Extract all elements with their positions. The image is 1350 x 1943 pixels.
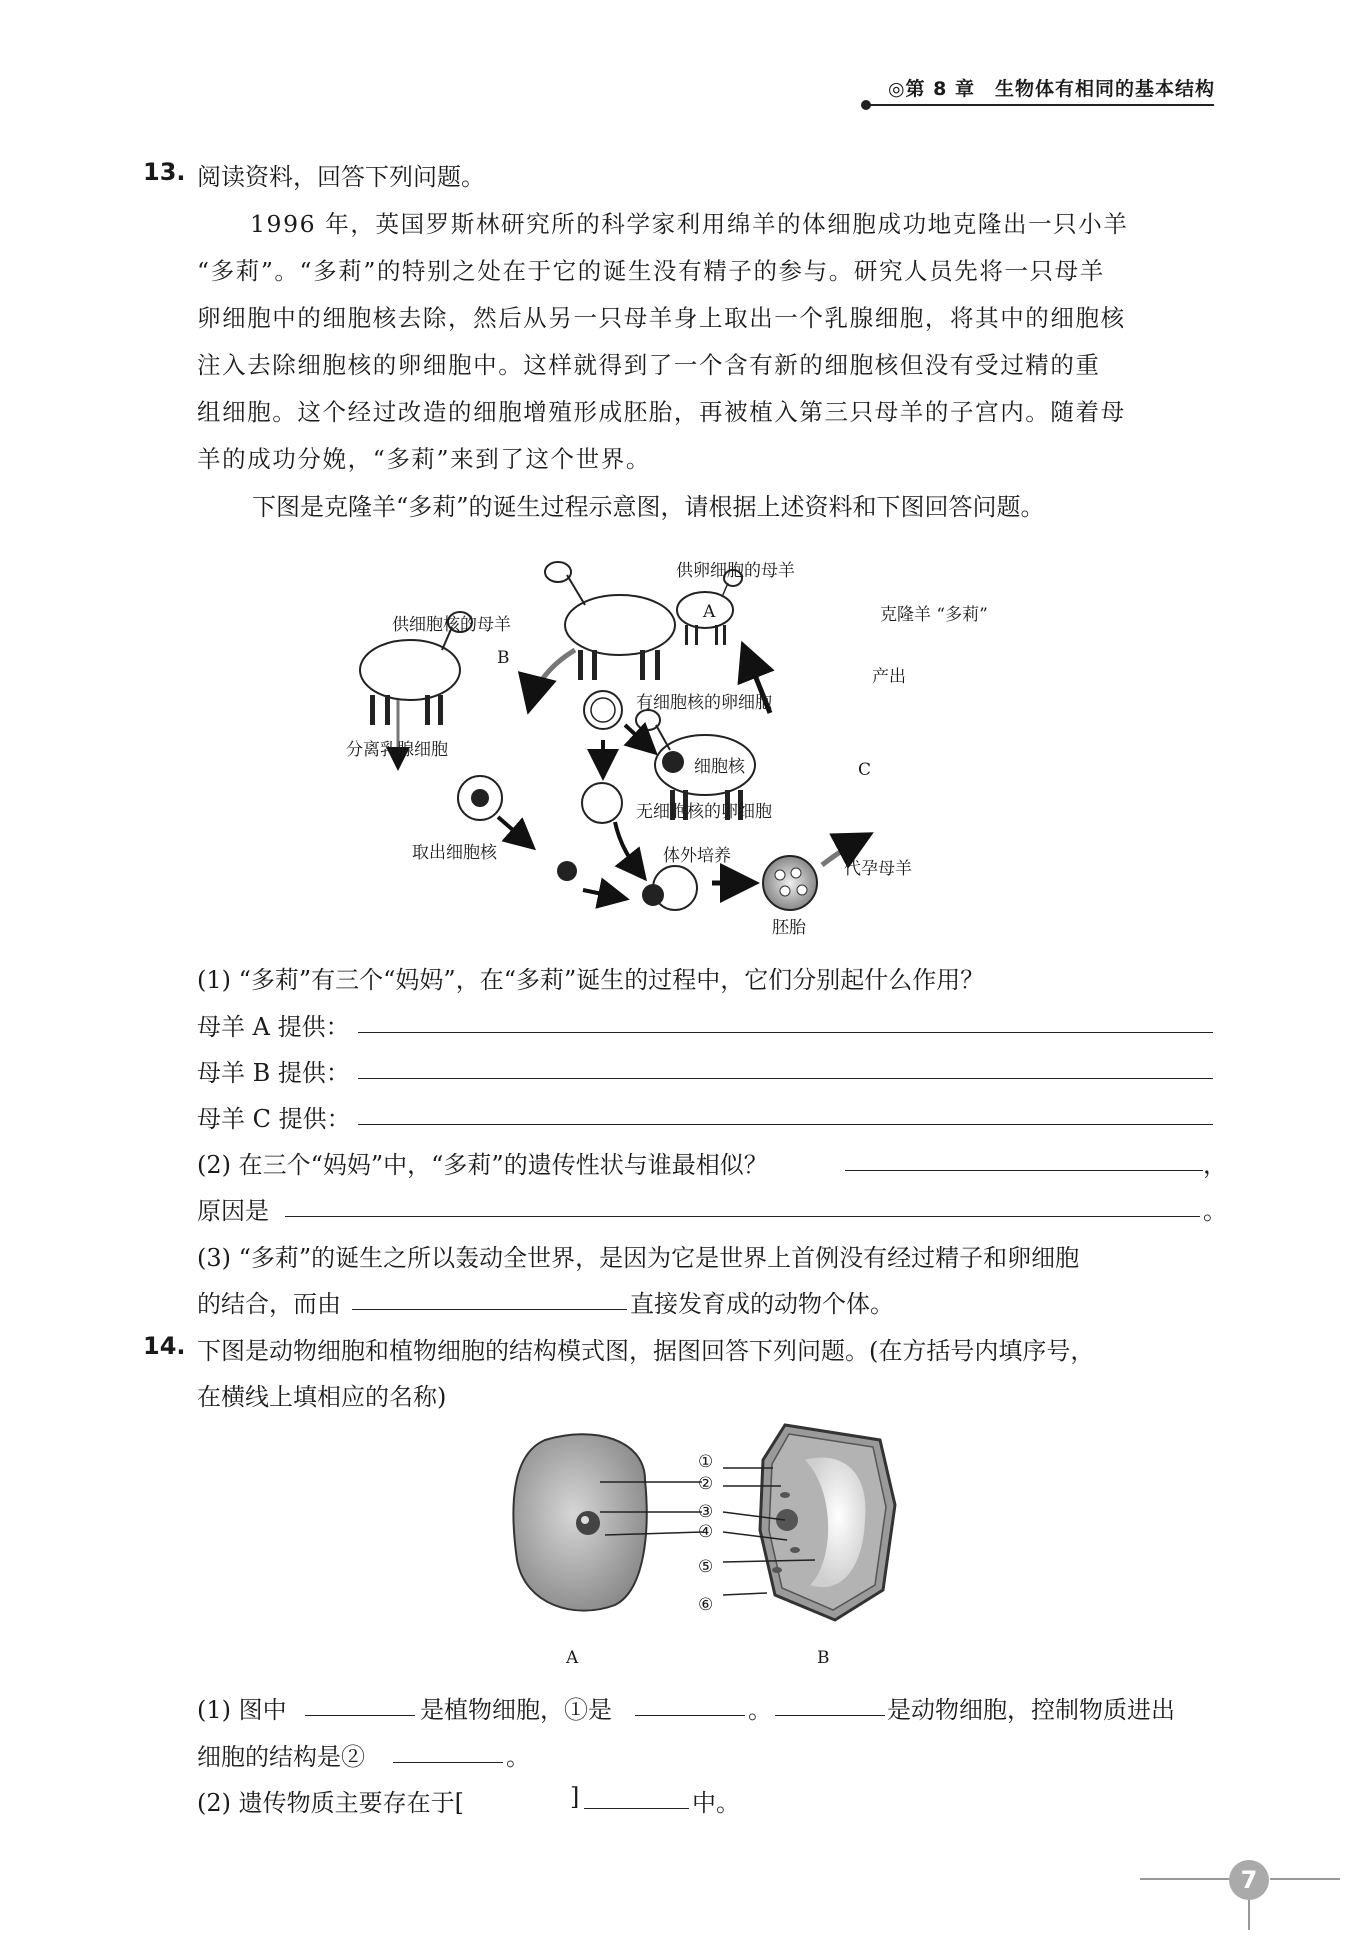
q14-s1-e: 细胞的结构是② [197,1743,365,1771]
passage-line-6: 羊的成功分娩，“多莉”来到了这个世界。 [197,445,651,473]
label-egg-without-nucleus: 无细胞核的卵细胞 [636,802,772,822]
q14-s2-b: ] [570,1783,580,1811]
question-13-prompt: 阅读资料，回答下列问题。 [197,163,485,191]
q13-sub1: (1) “多莉”有三个“妈妈”，在“多莉”诞生的过程中，它们分别起什么作用？ [197,966,985,994]
q13-sub2: (2) 在三个“妈妈”中，“多莉”的遗传性状与谁最相似？ [197,1151,768,1179]
question-14-prompt-line1: 下图是动物细胞和植物细胞的结构模式图，据图回答下列问题。(在方括号内填序号， [197,1337,1095,1365]
q13-reason-end: 。 [1203,1197,1227,1225]
cell-label-b: B [817,1648,830,1668]
answer-blank-c[interactable] [358,1102,1213,1125]
extracted-nucleus-icon [557,861,577,881]
answer-blank-marker2[interactable] [393,1740,503,1763]
cell-label-a: A [566,1648,579,1668]
answer-blank-a[interactable] [358,1010,1213,1033]
passage-line-4: 注入去除细胞核的卵细胞中。这样就得到了一个含有新的细胞核但没有受过精的重 [197,351,1101,379]
label-nucleus: 细胞核 [694,757,745,777]
q14-s1-f: 。 [506,1743,530,1771]
animal-nucleus-icon [576,1511,600,1535]
marker-4: ④ [698,1522,714,1542]
q13-b-label: 母羊 B 提供： [197,1059,350,1087]
answer-blank-b[interactable] [358,1056,1213,1079]
passage-line-5: 组细胞。这个经过改造的细胞增殖形成胚胎，再被植入第三只母羊的子宫内。随着母 [197,398,1126,426]
arrow-fuse [615,822,642,875]
q13-c-label: 母羊 C 提供： [197,1105,351,1133]
label-embryo: 胚胎 [772,918,806,938]
q14-s2-c: 中。 [692,1789,740,1817]
answer-blank-marker1[interactable] [635,1693,745,1716]
diagram-intro: 下图是克隆羊“多莉”的诞生过程示意图，请根据上述资料和下图回答问题。 [252,493,1045,521]
page-number: 7 [1229,1860,1269,1900]
answer-blank-similar[interactable] [845,1148,1203,1171]
egg-without-nucleus-icon [582,783,622,823]
chapter-header: ◎第 8 章 生物体有相同的基本结构 [887,78,1215,100]
q14-s1-d: 是动物细胞，控制物质进出 [887,1696,1175,1724]
answer-blank-genetic[interactable] [584,1786,689,1809]
passage-line-3: 卵细胞中的细胞核去除，然后从另一只母羊身上取出一个乳腺细胞，将其中的细胞核 [197,304,1126,332]
page-rule-right [1270,1878,1340,1880]
answer-blank-reason[interactable] [285,1194,1200,1217]
label-nucleus-donor: 供细胞核的母羊 [392,615,511,635]
sheep-a-icon [545,562,675,680]
embryo-icon [763,856,817,910]
page-tick [1248,1900,1250,1930]
question-13-number: 13. [143,158,186,186]
question-14-prompt-line2: 在横线上填相应的名称) [197,1383,447,1411]
arrow-take-nucleus [498,817,530,845]
q13-sub3-line1: (3) “多莉”的诞生之所以轰动全世界，是因为它是世界上首例没有经过精子和卵细胞 [197,1244,1080,1272]
label-separate-cell: 分离乳腺细胞 [346,740,448,760]
q14-s1-b: 是植物细胞，①是 [420,1696,612,1724]
marker-3: ③ [698,1502,714,1522]
label-egg-donor: 供卵细胞的母羊 [676,561,795,581]
cell-diagram [505,1420,925,1650]
arrow-egg-extract [530,650,575,705]
label-produce: 产出 [872,667,906,687]
label-clone: 克隆羊 “多莉” [880,605,988,625]
label-sheep-a: A [703,602,716,622]
label-sheep-b: B [497,648,510,668]
answer-blank-origin[interactable] [352,1287,627,1310]
q13-sub2-comma: ， [1203,1151,1227,1179]
q14-s2-a: (2) 遗传物质主要存在于[ [197,1789,464,1817]
label-egg-with-nucleus: 有细胞核的卵细胞 [636,693,772,713]
label-take-nucleus: 取出细胞核 [412,843,497,863]
q13-reason: 原因是 [197,1197,269,1225]
q14-s1-c: 。 [748,1696,772,1724]
egg-nucleus-icon [662,751,684,773]
passage-line-2: “多莉”。“多莉”的特别之处在于它的诞生没有精子的参与。研究人员先将一只母羊 [197,257,1105,285]
q14-s1-a: (1) 图中 [197,1696,287,1724]
answer-blank-animal[interactable] [775,1693,885,1716]
marker-2: ② [698,1474,714,1494]
q13-sub3-line2b: 直接发育成的动物个体。 [630,1290,894,1318]
question-14-number: 14. [143,1332,186,1360]
label-surrogate: 代孕母羊 [844,859,912,879]
mammary-nucleus-icon [471,789,489,807]
q13-sub3-line2a: 的结合，而由 [197,1290,341,1318]
page-rule-left [1140,1878,1230,1880]
marker-6: ⑥ [698,1595,714,1615]
marker-1: ① [698,1452,714,1472]
arrow-inject [583,890,622,898]
q13-a-label: 母羊 A 提供： [197,1013,350,1041]
header-rule [866,104,1214,106]
marker-5: ⑤ [698,1557,714,1577]
label-sheep-c: C [858,760,872,780]
label-culture: 体外培养 [663,846,731,866]
passage-line-1: 1996 年，英国罗斯林研究所的科学家利用绵羊的体细胞成功地克隆出一只小羊 [250,210,1129,238]
answer-blank-plant[interactable] [305,1693,415,1716]
